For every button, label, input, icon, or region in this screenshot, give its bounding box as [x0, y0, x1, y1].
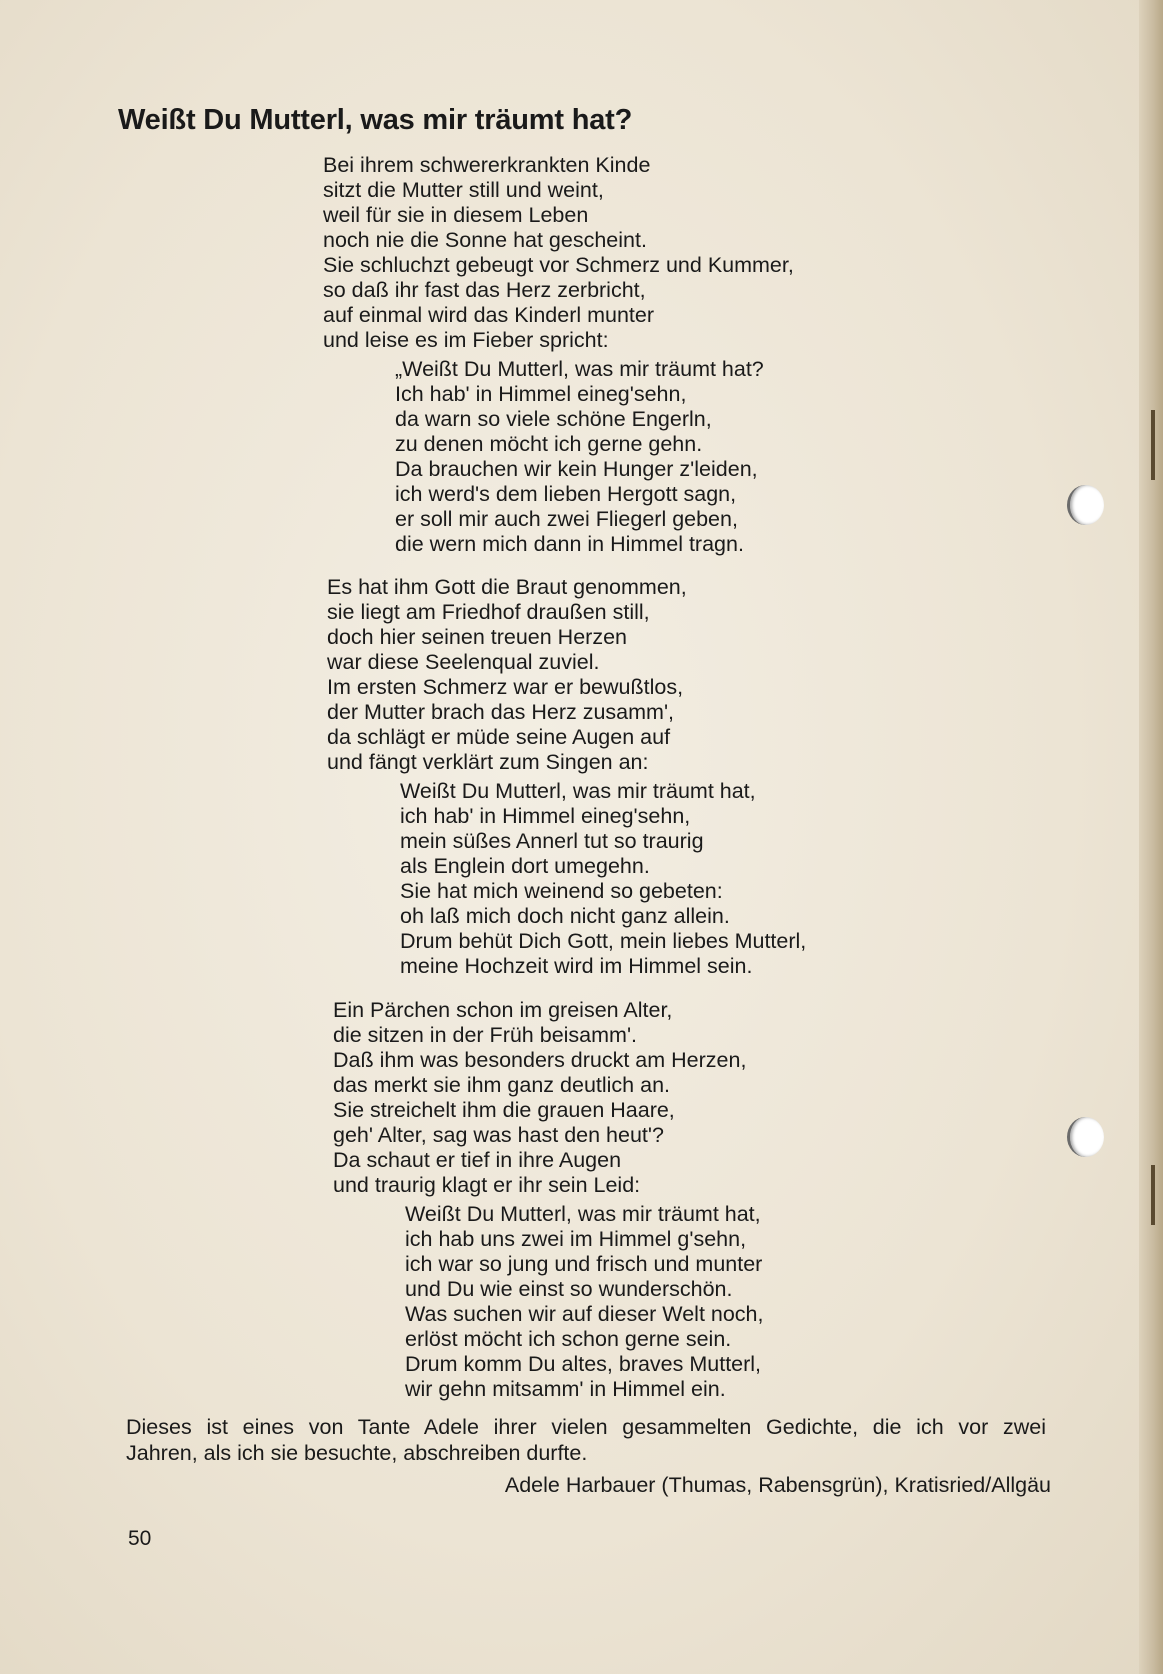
verse-line: da schlägt er müde seine Augen auf	[327, 725, 671, 749]
refrain-line: Da brauchen wir kein Hunger z'leiden,	[395, 457, 758, 481]
stanza-verse-2	[327, 575, 687, 775]
binding-mark	[1151, 410, 1155, 480]
stanza-verse-1	[323, 153, 794, 353]
verse-line: sie liegt am Friedhof draußen still,	[327, 600, 650, 624]
page-number: 50	[128, 1527, 152, 1550]
verse-line: Daß ihm was besonders druckt am Herzen,	[333, 1048, 747, 1072]
verse-line: Ein Pärchen schon im greisen Alter,	[333, 998, 673, 1022]
refrain-line: ich werd's dem lieben Hergott sagn,	[395, 482, 737, 506]
refrain-line: Drum behüt Dich Gott, mein liebes Mutterl,	[400, 929, 807, 953]
refrain-line: ich hab uns zwei im Himmel g'sehn,	[405, 1227, 747, 1251]
note-line: Dieses ist eines von Tante Adele ihrer vielen gesammelten Gedichte, die ich vor zwei	[126, 1415, 1046, 1439]
verse-line: noch nie die Sonne hat gescheint.	[323, 228, 647, 252]
page-edge	[1139, 0, 1163, 1674]
binding-mark	[1151, 1165, 1155, 1225]
verse-line: und leise es im Fieber spricht:	[323, 328, 609, 352]
verse-line: sitzt die Mutter still und weint,	[323, 178, 604, 202]
verse-line: Da schaut er tief in ihre Augen	[333, 1148, 622, 1172]
refrain-line: meine Hochzeit wird im Himmel sein.	[400, 954, 753, 978]
refrain-line: Ich hab' in Himmel eineg'sehn,	[395, 382, 687, 406]
verse-line: Sie streichelt ihm die grauen Haare,	[333, 1098, 675, 1122]
author-note	[126, 1414, 1046, 1466]
refrain-line: Was suchen wir auf dieser Welt noch,	[405, 1302, 764, 1326]
verse-line: die sitzen in der Früh beisamm'.	[333, 1023, 638, 1047]
verse-line: geh' Alter, sag was hast den heut'?	[333, 1123, 664, 1147]
punch-hole	[1067, 1117, 1104, 1157]
stanza-refrain-2	[400, 779, 806, 979]
verse-line: Sie schluchzt gebeugt vor Schmerz und Kummer,	[323, 253, 794, 277]
stanza-refrain-1	[395, 357, 764, 557]
stanza-verse-3	[333, 998, 746, 1198]
verse-line: auf einmal wird das Kinderl munter	[323, 303, 655, 327]
poem-title: Weißt Du Mutterl, was mir träumt hat?	[118, 104, 633, 136]
refrain-line: zu denen möcht ich gerne gehn.	[395, 432, 703, 456]
refrain-line: Drum komm Du altes, braves Mutterl,	[405, 1352, 762, 1376]
stanza-refrain-3	[405, 1202, 764, 1402]
refrain-line: er soll mir auch zwei Fliegerl geben,	[395, 507, 738, 531]
verse-line: und fängt verklärt zum Singen an:	[327, 750, 649, 774]
refrain-line: mein süßes Annerl tut so traurig	[400, 829, 704, 853]
refrain-line: als Englein dort umegehn.	[400, 854, 650, 878]
verse-line: Bei ihrem schwererkrankten Kinde	[323, 153, 651, 177]
verse-line: doch hier seinen treuen Herzen	[327, 625, 627, 649]
refrain-line: Weißt Du Mutterl, was mir träumt hat,	[400, 779, 756, 803]
signature: Adele Harbauer (Thumas, Rabensgrün), Kratisried/Allgäu	[504, 1473, 1051, 1497]
refrain-line: wir gehn mitsamm' in Himmel ein.	[405, 1377, 726, 1401]
refrain-line: „Weißt Du Mutterl, was mir träumt hat?	[395, 357, 764, 381]
refrain-line: Sie hat mich weinend so gebeten:	[400, 879, 723, 903]
refrain-line: die wern mich dann in Himmel tragn.	[395, 532, 744, 556]
verse-line: Es hat ihm Gott die Braut genommen,	[327, 575, 687, 599]
verse-line: das merkt sie ihm ganz deutlich an.	[333, 1073, 670, 1097]
verse-line: und traurig klagt er ihr sein Leid:	[333, 1173, 641, 1197]
refrain-line: Weißt Du Mutterl, was mir träumt hat,	[405, 1202, 761, 1226]
refrain-line: oh laß mich doch nicht ganz allein.	[400, 904, 730, 928]
note-line: Jahren, als ich sie besuchte, abschreiben durfte.	[126, 1441, 588, 1465]
verse-line: Im ersten Schmerz war er bewußtlos,	[327, 675, 684, 699]
refrain-line: erlöst möcht ich schon gerne sein.	[405, 1327, 732, 1351]
refrain-line: ich hab' in Himmel eineg'sehn,	[400, 804, 691, 828]
verse-line: so daß ihr fast das Herz zerbricht,	[323, 278, 646, 302]
verse-line: weil für sie in diesem Leben	[323, 203, 589, 227]
verse-line: der Mutter brach das Herz zusamm',	[327, 700, 675, 724]
verse-line: war diese Seelenqual zuviel.	[327, 650, 600, 674]
refrain-line: da warn so viele schöne Engerln,	[395, 407, 712, 431]
refrain-line: und Du wie einst so wunderschön.	[405, 1277, 733, 1301]
punch-hole	[1067, 485, 1104, 525]
refrain-line: ich war so jung und frisch und munter	[405, 1252, 763, 1276]
